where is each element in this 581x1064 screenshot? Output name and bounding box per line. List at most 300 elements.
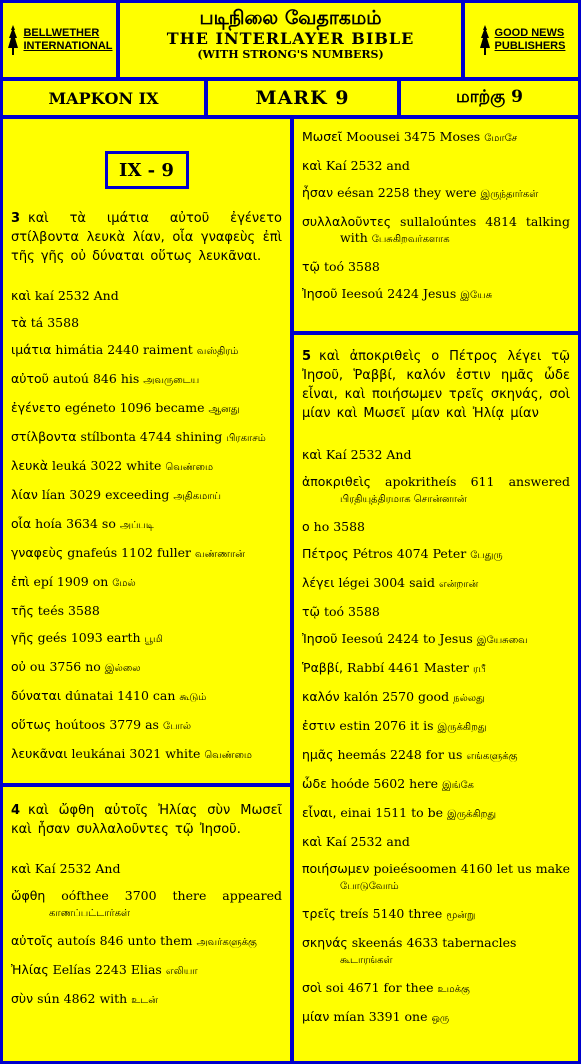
tamil-gloss: நல்லது xyxy=(453,693,485,704)
tamil-gloss: கூடாரங்கள் xyxy=(340,955,393,966)
word-entry xyxy=(11,545,282,563)
strong-number: 3588 xyxy=(348,604,380,619)
word-entry xyxy=(11,888,282,922)
english-gloss: talking with xyxy=(340,214,570,245)
greek-word: σὺν xyxy=(11,991,34,1006)
english-gloss: Moses xyxy=(439,129,481,144)
word-entry xyxy=(302,474,570,508)
word-entry xyxy=(302,185,570,203)
transliteration: lían xyxy=(41,487,66,502)
strong-number: 2076 xyxy=(374,718,407,733)
english-gloss: raiment xyxy=(143,342,193,357)
word-entry xyxy=(302,805,570,823)
tamil-gloss: இல்லை xyxy=(104,663,141,674)
word-entry xyxy=(302,834,570,850)
transliteration: Ieesoú xyxy=(341,286,384,301)
transliteration: autoís xyxy=(57,933,96,948)
verse3-text xyxy=(11,209,282,266)
english-gloss: unto them xyxy=(127,933,193,948)
strong-number: 1093 xyxy=(70,630,103,645)
word-entry xyxy=(302,546,570,564)
verse4-panel xyxy=(0,784,293,1064)
strong-number: 3004 xyxy=(373,575,406,590)
tamil-gloss: மூன்று xyxy=(446,910,476,921)
greek-word: γναφεὺς xyxy=(11,545,64,560)
strong-number: 3021 xyxy=(129,746,162,761)
greek-word: ἦσαν xyxy=(302,185,334,200)
transliteration: treís xyxy=(339,906,369,921)
transliteration: oófthee xyxy=(61,888,109,903)
tamil-gloss: வெண்மை xyxy=(204,750,252,761)
transliteration: toó xyxy=(323,604,345,619)
transliteration: Ieesoú xyxy=(341,631,384,646)
transliteration: Kaí xyxy=(325,834,347,849)
verse-greek-text: καὶ ὤφθη αὐτοῖς Ἠλίας σὺν Μωσεῖ καὶ ἦσαν συλλαλοῦντες τῷ Ἰησοῦ. xyxy=(11,803,282,837)
tamil-gloss: இருக்கிறது xyxy=(437,722,487,733)
transliteration: poieésoomen xyxy=(373,861,457,876)
transliteration: toó xyxy=(323,259,345,274)
transliteration: hoóde xyxy=(330,776,370,791)
tamil-gloss: எலியா xyxy=(165,966,198,977)
tamil-gloss: அவருடைய xyxy=(143,375,200,386)
transliteration: Kaí xyxy=(325,447,347,462)
transliteration: gnafeús xyxy=(67,545,118,560)
subtitle: (WITH STRONG'S NUMBERS) xyxy=(197,48,384,61)
strong-number: 3022 xyxy=(90,458,123,473)
verse-number: 5 xyxy=(302,349,312,364)
verse3-entries xyxy=(11,288,282,764)
greek-word: ἐπὶ xyxy=(11,574,30,589)
tamil-gloss: அதிகமாய் xyxy=(173,491,221,502)
greek-word: Ῥαββί, xyxy=(302,660,343,675)
greek-word: λευκᾶναι xyxy=(11,746,68,761)
tamil-title: படிநிலை வேதாகமம் xyxy=(199,7,382,29)
tamil-gloss: என்றான் xyxy=(438,579,479,590)
word-entry xyxy=(11,288,282,304)
english-gloss: on xyxy=(92,574,109,589)
tamil-gloss: பிரகாசம் xyxy=(226,433,266,444)
tamil-gloss: எங்களுக்கு xyxy=(466,751,518,762)
greek-word: στίλβοντα xyxy=(11,429,77,444)
tamil-book-title: மாற்கு 9 xyxy=(456,87,523,107)
strong-number: 4671 xyxy=(347,980,380,995)
greek-word: ὧδε xyxy=(302,776,327,791)
strong-number: 2258 xyxy=(377,185,410,200)
tamil-gloss: ரபீ xyxy=(472,664,486,675)
word-entry xyxy=(11,603,282,619)
english-gloss: there appeared xyxy=(172,888,282,903)
greek-word: μίαν xyxy=(302,1009,330,1024)
chapter-label: IX - 9 xyxy=(105,151,189,189)
strong-number: 4074 xyxy=(396,546,429,561)
greek-word: συλλαλοῦντες xyxy=(302,214,392,229)
word-entry xyxy=(302,718,570,736)
strong-number: 1410 xyxy=(117,688,149,703)
strong-number: 2570 xyxy=(382,689,415,704)
greek-title: ΜΑΡΚΟΝ IX xyxy=(48,88,159,108)
strong-number: 1102 xyxy=(121,545,153,560)
verse-number: 3 xyxy=(11,211,21,226)
word-entry xyxy=(11,429,282,447)
tamil-gloss: மோசே xyxy=(484,133,518,144)
tamil-gloss: கூடும் xyxy=(179,692,207,703)
english-gloss: good xyxy=(418,689,450,704)
tamil-gloss: பேதுரு xyxy=(470,550,503,561)
verse5-panel xyxy=(291,332,581,1064)
word-entry xyxy=(11,342,282,360)
word-entry xyxy=(11,630,282,648)
transliteration: estin xyxy=(339,718,371,733)
english-gloss: to be xyxy=(411,805,444,820)
english-gloss: can xyxy=(152,688,176,703)
english-gloss: Master xyxy=(423,660,469,675)
word-entry xyxy=(11,487,282,505)
greek-word: ιμάτια xyxy=(11,342,52,357)
greek-word: γῆς xyxy=(11,630,34,645)
strong-number: 3475 xyxy=(403,129,436,144)
english-gloss: and xyxy=(386,834,410,849)
word-entry xyxy=(11,315,282,331)
transliteration: Eelías xyxy=(52,962,92,977)
transliteration: teés xyxy=(37,603,65,618)
transliteration: geés xyxy=(37,630,67,645)
greek-word: καὶ xyxy=(302,158,322,173)
strong-number: 846 xyxy=(92,371,117,386)
transliteration: leuká xyxy=(51,458,87,473)
english-gloss: Jesus xyxy=(422,286,457,301)
tamil-gloss: போல் xyxy=(162,721,192,732)
strong-number: 3588 xyxy=(68,603,100,618)
transliteration: hoía xyxy=(35,516,63,531)
transliteration: ho xyxy=(313,519,330,534)
strong-number: 2248 xyxy=(390,747,422,762)
strong-number: 1909 xyxy=(56,574,89,589)
tamil-gloss: அப்படி xyxy=(119,520,154,531)
word-entry xyxy=(302,158,570,174)
strong-number: 2424 xyxy=(387,286,419,301)
greek-word: τῷ xyxy=(302,259,320,274)
english-gloss: with xyxy=(99,991,128,1006)
greek-title-box xyxy=(0,78,207,118)
header-title-box xyxy=(117,0,464,80)
greek-word: ο xyxy=(302,519,310,534)
english-gloss: became xyxy=(155,400,205,415)
word-entry xyxy=(302,747,570,765)
word-entry xyxy=(11,746,282,764)
transliteration: légei xyxy=(338,575,370,590)
transliteration: sún xyxy=(37,991,60,1006)
english-gloss: said xyxy=(409,575,435,590)
strong-number: 1096 xyxy=(119,400,152,415)
word-entry xyxy=(302,631,570,649)
word-entry xyxy=(11,458,282,476)
word-entry xyxy=(11,688,282,706)
english-gloss: shining xyxy=(175,429,223,444)
greek-word: ποιήσωμεν xyxy=(302,861,370,876)
greek-word: Ἰησοῦ xyxy=(302,286,338,301)
greek-word: σκηνάς xyxy=(302,935,348,950)
transliteration: Kaí xyxy=(325,158,347,173)
verse-greek-text: καὶ ἀποκριθεὶς ο Πέτρος λέγει τῷ Ἰησοῦ, Ῥαββί, καλόν ἐστιν ημᾶς ὧδε εἶναι, καὶ ποιήσωμεν τρεῖς σκηνάς, σοὶ μίαν καὶ Μωσεῖ μίαν καὶ Ἠλίᾳ μίαν xyxy=(302,349,570,421)
transliteration: autoú xyxy=(52,371,89,386)
english-title: THE INTERLAYER BIBLE xyxy=(166,29,415,48)
verse3-panel xyxy=(0,116,293,786)
greek-word: δύναται xyxy=(11,688,62,703)
transliteration: Kaí xyxy=(34,861,56,876)
transliteration: heemás xyxy=(337,747,387,762)
word-entry xyxy=(302,604,570,620)
greek-word: καλόν xyxy=(302,689,340,704)
verse4-text xyxy=(11,801,282,839)
greek-word: καὶ xyxy=(11,861,31,876)
greek-word: τῷ xyxy=(302,604,320,619)
english-gloss: for thee xyxy=(383,980,434,995)
strong-number: 3391 xyxy=(368,1009,401,1024)
transliteration: himátia xyxy=(55,342,104,357)
word-entry xyxy=(302,286,570,304)
greek-word: λευκὰ xyxy=(11,458,48,473)
tamil-gloss: வண்ணான் xyxy=(195,549,245,560)
english-gloss: And xyxy=(386,447,412,462)
tamil-gloss: மேல் xyxy=(112,578,136,589)
tamil-gloss: ஆனது xyxy=(208,404,240,415)
english-gloss: so xyxy=(101,516,116,531)
tamil-title-box xyxy=(398,78,581,118)
word-entry xyxy=(302,575,570,593)
strong-number: 3756 xyxy=(49,659,82,674)
english-gloss: white xyxy=(126,458,162,473)
transliteration: skeenás xyxy=(351,935,403,950)
strong-number: 4814 xyxy=(485,214,518,229)
tamil-gloss: அவர்களுக்கு xyxy=(196,937,257,948)
transliteration: leukánai xyxy=(71,746,126,761)
greek-word: ημᾶς xyxy=(302,747,334,762)
good-news-emblem-icon xyxy=(478,24,492,56)
verse4-continued-panel xyxy=(291,116,581,334)
transliteration: Moousei xyxy=(346,129,400,144)
strong-number: 2532 xyxy=(350,834,383,849)
english-gloss: And xyxy=(93,288,119,303)
good-news-logo xyxy=(462,0,581,80)
greek-word: τρεῖς xyxy=(302,906,336,921)
greek-word: σοὶ xyxy=(302,980,322,995)
greek-word: τῆς xyxy=(11,603,34,618)
left-logo-line2: INTERNATIONAL xyxy=(23,40,113,52)
strong-number: 2424 xyxy=(387,631,419,646)
transliteration: Rabbí xyxy=(346,660,385,675)
transliteration: tá xyxy=(30,315,44,330)
strong-number: 4744 xyxy=(139,429,172,444)
word-entry xyxy=(302,980,570,998)
english-gloss: to Jesus xyxy=(422,631,473,646)
english-gloss: Elias xyxy=(130,962,162,977)
word-entry xyxy=(11,962,282,980)
tamil-gloss: இயேசு xyxy=(460,290,493,301)
greek-word: καὶ xyxy=(302,447,322,462)
word-entry xyxy=(302,259,570,275)
english-gloss: as xyxy=(145,717,159,732)
greek-word: Ἰησοῦ xyxy=(302,631,338,646)
strong-number: 2532 xyxy=(350,158,383,173)
tamil-gloss: பேசுகிறவர்களாக xyxy=(371,234,450,245)
greek-word: οὐ xyxy=(11,659,26,674)
verse-number: 4 xyxy=(11,803,21,818)
tamil-gloss: இருக்கிறது xyxy=(447,809,497,820)
word-entry xyxy=(11,400,282,418)
english-gloss: and xyxy=(386,158,410,173)
transliteration: hoútoos xyxy=(55,717,106,732)
strong-number: 4862 xyxy=(63,991,96,1006)
transliteration: sullaloúntes xyxy=(399,214,477,229)
verse4-cont-entries xyxy=(302,129,570,304)
strong-number: 2532 xyxy=(350,447,383,462)
word-entry xyxy=(302,776,570,794)
word-entry xyxy=(11,516,282,534)
tamil-gloss: இங்கே xyxy=(441,780,474,791)
greek-word: αὐτοῖς xyxy=(11,933,54,948)
tamil-gloss: பிரதியுத்திரமாக சொன்னான் xyxy=(340,494,467,505)
strong-number: 846 xyxy=(99,933,124,948)
word-entry xyxy=(302,660,570,678)
english-gloss: And xyxy=(95,861,121,876)
word-entry xyxy=(11,991,282,1009)
word-entry xyxy=(302,1009,570,1027)
greek-word: λέγει xyxy=(302,575,335,590)
greek-word: Μωσεῖ xyxy=(302,129,343,144)
strong-number: 3634 xyxy=(66,516,98,531)
english-gloss: answered xyxy=(508,474,570,489)
word-entry xyxy=(302,519,570,535)
greek-word: οἷα xyxy=(11,516,32,531)
tamil-gloss: இருந்தார்கள் xyxy=(480,189,539,200)
greek-word: ἀποκριθεὶς xyxy=(302,474,371,489)
tamil-gloss: இயேசுவை xyxy=(476,635,528,646)
english-gloss: his xyxy=(120,371,140,386)
english-gloss: one xyxy=(404,1009,428,1024)
strong-number: 3588 xyxy=(333,519,366,534)
strong-number: 3700 xyxy=(124,888,157,903)
greek-word: καὶ xyxy=(302,834,322,849)
transliteration: dúnatai xyxy=(65,688,114,703)
greek-word: Πέτρος xyxy=(302,546,349,561)
tamil-gloss: ஒரு xyxy=(431,1013,450,1024)
greek-word: ἐστιν xyxy=(302,718,336,733)
word-entry xyxy=(302,214,570,248)
transliteration: ou xyxy=(29,659,46,674)
english-gloss: let us make xyxy=(496,861,571,876)
english-gloss: Peter xyxy=(432,546,467,561)
right-logo-line1: GOOD NEWS xyxy=(494,27,565,39)
english-gloss: for us xyxy=(425,747,463,762)
strong-number: 3588 xyxy=(348,259,380,274)
transliteration: einai xyxy=(340,805,372,820)
tamil-gloss: காணப்பட்டார்கள் xyxy=(49,908,131,919)
transliteration: epí xyxy=(33,574,53,589)
strong-number: 2243 xyxy=(95,962,127,977)
tamil-gloss: பூமி xyxy=(144,634,163,645)
transliteration: eésan xyxy=(337,185,374,200)
english-gloss: no xyxy=(85,659,101,674)
word-entry xyxy=(11,371,282,389)
bellwether-logo xyxy=(0,0,119,80)
transliteration: mían xyxy=(333,1009,365,1024)
tamil-gloss: உடன் xyxy=(131,995,158,1006)
strong-number: 2532 xyxy=(57,288,90,303)
right-logo-line2: PUBLISHERS xyxy=(494,40,566,52)
strong-number: 3779 xyxy=(109,717,142,732)
word-entry xyxy=(302,861,570,895)
greek-word: καὶ xyxy=(11,288,31,303)
transliteration: Pétros xyxy=(352,546,393,561)
word-entry xyxy=(302,689,570,707)
english-gloss: earth xyxy=(106,630,141,645)
strong-number: 2440 xyxy=(107,342,140,357)
verse4-entries xyxy=(11,861,282,1009)
english-title-box xyxy=(205,78,400,118)
greek-word: τὰ xyxy=(11,315,27,330)
transliteration: soi xyxy=(325,980,344,995)
greek-word: ἐγένετο xyxy=(11,400,61,415)
greek-word: ὤφθη xyxy=(11,888,46,903)
strong-number: 5140 xyxy=(372,906,405,921)
strong-number: 5602 xyxy=(373,776,406,791)
strong-number: 4633 xyxy=(406,935,439,950)
tamil-gloss: உமக்கு xyxy=(437,984,470,995)
word-entry xyxy=(302,906,570,924)
verse-greek-text: καὶ τὰ ιμάτια αὐτοῦ ἐγένετο στίλβοντα λευκὰ λίαν, οἷα γναφεὺς ἐπὶ τῆς γῆς οὐ δύναται οὕτως λευκᾶναι. xyxy=(11,211,282,264)
strong-number: 4461 xyxy=(388,660,420,675)
tamil-gloss: வெண்மை xyxy=(165,462,213,473)
strong-number: 1511 xyxy=(375,805,408,820)
word-entry xyxy=(11,574,282,592)
english-gloss: it is xyxy=(410,718,434,733)
english-gloss: here xyxy=(409,776,438,791)
tamil-gloss: வஸ்திரம் xyxy=(196,346,239,357)
word-entry xyxy=(11,861,282,877)
strong-number: 3029 xyxy=(69,487,102,502)
english-gloss: white xyxy=(165,746,201,761)
english-gloss: tabernacles xyxy=(442,935,517,950)
word-entry xyxy=(11,659,282,677)
greek-word: Ἠλίας xyxy=(11,962,49,977)
strong-number: 611 xyxy=(470,474,495,489)
greek-word: εἶναι, xyxy=(302,805,337,820)
word-entry xyxy=(302,129,570,147)
verse5-entries xyxy=(302,447,570,1027)
transliteration: stílbonta xyxy=(80,429,136,444)
transliteration: egéneto xyxy=(64,400,116,415)
greek-word: λίαν xyxy=(11,487,38,502)
transliteration: kaí xyxy=(34,288,54,303)
transliteration: apokritheís xyxy=(385,474,457,489)
verse5-text xyxy=(302,347,570,423)
strong-number: 2532 xyxy=(59,861,92,876)
word-entry xyxy=(11,933,282,951)
greek-word: οὕτως xyxy=(11,717,52,732)
transliteration: kalón xyxy=(343,689,379,704)
word-entry xyxy=(302,935,570,969)
tamil-gloss: போடுவோம் xyxy=(340,881,399,892)
left-logo-line1: BELLWETHER xyxy=(23,27,100,39)
english-gloss: they were xyxy=(413,185,477,200)
word-entry xyxy=(11,717,282,735)
english-book-title: MARK 9 xyxy=(255,87,350,109)
english-gloss: exceeding xyxy=(105,487,170,502)
english-gloss: fuller xyxy=(156,545,192,560)
strong-number: 3588 xyxy=(47,315,80,330)
bellwether-emblem-icon xyxy=(6,24,20,56)
word-entry xyxy=(302,447,570,463)
